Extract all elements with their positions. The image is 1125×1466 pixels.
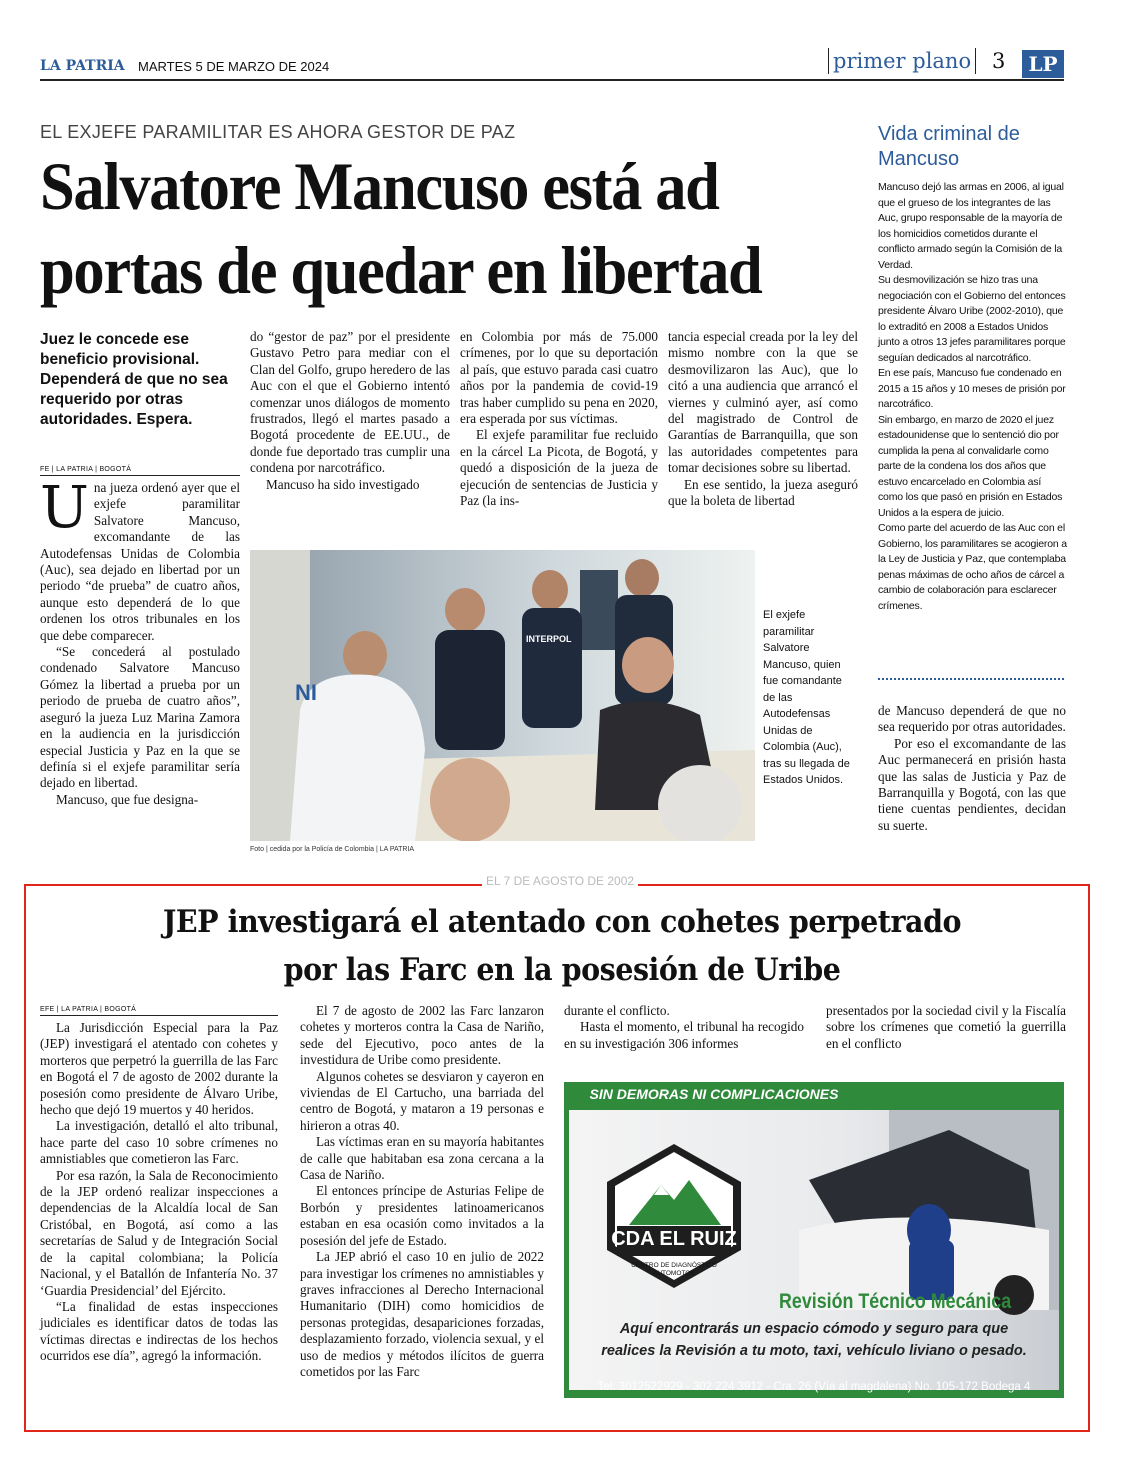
main-paragraph: de Mancuso dependerá de que no sea requerido por otras autoridades. <box>878 703 1066 735</box>
ad-logo-name: CDA EL RUIZ <box>611 1228 737 1250</box>
ad-content <box>569 1110 1059 1390</box>
newspaper-masthead: LA PATRIA <box>40 58 125 74</box>
main-paragraph: tancia especial creada por la ley del mismo nombre con la que se desmovilizaron las Auc), que lo citó a una audiencia que arrancó el viernes y culminó ayer, así como del magistrado de Control de Garantías de Barranquilla, que son las autoridades competentes para tomar decisiones sobre su libertad. <box>668 329 858 476</box>
second-column-2 <box>300 1003 544 1380</box>
second-paragraph: presentados por la sociedad civil y la Fiscalía sobre los crímenes que cometió la guerrilla en el conflicto <box>826 1003 1066 1051</box>
ad-tagline: SIN DEMORAS NI COMPLICACIONES <box>589 1086 839 1102</box>
second-paragraph: Hasta el momento, el tribunal ha recogido en su investigación 306 informes <box>564 1019 804 1051</box>
main-paragraph: en Colombia por más de 75.000 crímenes, por lo que su deportación al país, que estuvo parada casi cuatro años por la pandemia de covid-19 tras haber cumplido su pena en 2020, era esperada por sus víctimas. <box>460 329 658 427</box>
main-column-5 <box>878 703 1066 834</box>
main-paragraph: “Se concederá al postulado condenado Salvatore Mancuso Gómez la libertad a prueba por un periodo de prueba de cuatro años”, aseguró la jueza Luz Marina Zamora en la audiencia en la jurisdicción especial Justicia y Paz en la que se definía si el exjefe paramilitar sería dejado en libertad. <box>40 644 240 791</box>
main-byline: FE | LA PATRIA | BOGOTÁ <box>40 466 240 476</box>
second-paragraph: La Jurisdicción Especial para la Paz (JEP) investigará el atentado con cohetes y morteros que perpetró la guerrilla de las Farc en Bogotá el 7 de agosto de 2002 durante la posesión como presidente de Álvaro Uribe, hecho que dejó 19 muertos y 40 heridos. <box>40 1020 278 1118</box>
sidebar-divider <box>878 678 1064 680</box>
section-label: primer plano <box>828 48 976 74</box>
sidebar-title: Vida criminal de Mancuso <box>878 123 1020 170</box>
advertisement[interactable] <box>564 1082 1064 1398</box>
second-byline: EFE | LA PATRIA | BOGOTÁ <box>40 1006 278 1016</box>
second-kicker: EL 7 DE AGOSTO DE 2002 <box>482 874 638 888</box>
second-paragraph: La JEP abrió el caso 10 en julio de 2022 para investigar los crímenes no amnistiables y graves infracciones al Derecho Internacional Humanitario (DIH) como homicidios de personas protegidas, desapariciones forzadas, desplazamiento forzado, violencia sexual, y el uso de medios y métodos ilícitos de guerra cometidos por las Farc <box>300 1249 544 1379</box>
ad-contact[interactable]: Tel: 3012522929 - 302 224 3912 - Cra. 26 (Vía al magdalena) No. 105-172 Bodega 4 <box>597 1381 1031 1393</box>
main-paragraph: na jueza ordenó ayer que el exjefe paramilitar Salvatore Mancuso, excomandante de las Autodefensas Unidas de Colombia (Auc), sea dejado en libertad por un periodo “de prueba” de cuatro años, aunque esto dependerá de lo que ordenen los otros tribunales en los que debe comparecer. <box>40 480 240 643</box>
main-column-4 <box>668 329 858 509</box>
ad-message-line: realices la Revisión a tu moto, taxi, vehículo liviano o pesado. <box>601 1343 1027 1359</box>
second-paragraph: “La finalidad de estas inspecciones judiciales es identificar datos de todas las víctimas directas e indirectas de los hechos ocurridos ese día”, agregó la información. <box>40 1298 278 1364</box>
main-column-3 <box>460 329 658 509</box>
photo-credit: Foto | cedida por la Policía de Colombia | LA PATRIA <box>250 846 415 853</box>
main-paragraph: El exjefe paramilitar fue recluido en la cárcel La Picota, de Bogotá, y quedó a disposición de la jueza de ejecución de sentencias de Justicia y Paz (la ins- <box>460 427 658 509</box>
issue-date: MARTES 5 DE MARZO DE 2024 <box>138 59 330 74</box>
main-paragraph: Por eso el excomandante de las Auc permanecerá en prisión hasta que las salas de Justicia y Paz de Barranquilla y Bogotá, con las que tiene cuentas pendientes, decidan su suerte. <box>878 735 1066 833</box>
photo-illustration <box>250 550 755 841</box>
second-column-3 <box>564 1003 804 1052</box>
second-paragraph: El entonces príncipe de Asturias Felipe de Borbón y presidentes latinoamericanos estaban en esa ocasión como invitados a la posesión del jefe de Estado. <box>300 1183 544 1248</box>
main-paragraph: Mancuso ha sido investigado <box>266 476 420 492</box>
second-paragraph: El 7 de agosto de 2002 las Farc lanzaron cohetes y morteros contra la Casa de Nariño, sede del Ejecutivo, poco antes de la investidura de Uribe como presidente. <box>300 1003 544 1068</box>
ad-message <box>569 1318 1059 1362</box>
second-paragraph: Las víctimas eran en su mayoría habitantes de calle que habitaban esa zona cercana a la Casa de Nariño. <box>300 1134 544 1183</box>
second-paragraph: La investigación, detalló el alto tribunal, hace parte del caso 10 sobre crímenes no amnistiables que cometieron las Farc. <box>40 1118 278 1167</box>
header-rule <box>40 79 1064 81</box>
photo-caption: El exjefe paramilitar Salvatore Mancuso, quien fue comandante de las Autodefensas Unidas de Colombia (Auc), tras su llegada de Estados Unidos. <box>763 609 850 786</box>
second-column-1 <box>40 1006 278 1365</box>
main-paragraph: do “gestor de paz” por el presidente Gustavo Petro para mediar con el Clan del Golfo, grupo heredero de las Auc con el que el Gobierno intentó comenzar unos diálogos de momento frustrados, llegó el martes pasado a Bogotá procedente de EE.UU., de donde fue deportado tras cumplir una condena por narcotráfico. <box>250 329 450 476</box>
lp-logo: LP <box>1022 50 1064 78</box>
svg-text:NI: NI <box>295 680 317 705</box>
main-headline: Salvatore Mancuso está ad portas de quedar en libertad <box>40 148 762 308</box>
page-number: 3 <box>992 49 1006 73</box>
news-photo <box>250 550 755 841</box>
main-column-1 <box>40 466 240 808</box>
second-headline-line: JEP investigará el atentado con cohetes perpetrado <box>162 904 962 940</box>
second-paragraph: Algunos cohetes se desviaron y cayeron en viviendas de El Cartucho, una barriada del centro de Bogotá, y mataron a 19 personas e hirieron a otras 40. <box>300 1068 544 1133</box>
ad-logo <box>599 1140 749 1290</box>
main-paragraph: En ese sentido, la jueza aseguró que la boleta de libertad <box>668 476 858 509</box>
second-column-4 <box>826 1003 1066 1052</box>
main-column-2 <box>250 329 450 493</box>
main-deck: Juez le concede ese beneficio provisional. Dependerá de que no sea requerido por otras autoridades. Espera. <box>40 331 228 428</box>
main-kicker: EL EXJEFE PARAMILITAR ES AHORA GESTOR DE PAZ <box>40 122 516 142</box>
sidebar-body: Mancuso dejó las armas en 2006, al igual que el grueso de los integrantes de las Auc, grupo responsable de la mayoría de los homicidios cometidos durante el conflicto armado según la Comisión de la Verdad. Su desmovilización se hizo tras una negociación con el Gobierno del entonces presidente Álvaro Uribe (2002-2010), que lo extraditó en 2008 a Estados Unidos junto a otros 13 jefes paramilitares porque seguían dedicados al narcotráfico. En ese país, Mancuso fue condenado en 2015 a 15 años y 10 meses de prisión por narcotráfico. Sin embargo, en marzo de 2020 el juez estadounidense que lo sentenció dio por cumplida la pena al convalidarle como parte de la condena los dos años que estuvo encarcelado en Colombia así como los que pasó en prisión en Estados Unidos a la espera de juicio. Como parte del acuerdo de las Auc con el Gobierno, los paramilitares se acogieron a la Ley de Justicia y Paz, que contemplaba penas máximas de ocho años de cárcel a cambio de colaboración para esclarecer crímenes. <box>878 181 1067 612</box>
ad-message-line: Aquí encontrarás un espacio cómodo y seguro para que <box>619 1321 1009 1337</box>
second-paragraph: durante el conflicto. <box>564 1003 670 1018</box>
ad-service-name: Revisión Técnico Mecánica <box>779 1290 1012 1313</box>
vest-text: INTERPOL <box>526 634 572 644</box>
drop-cap: U <box>40 473 89 541</box>
second-headline-line: por las Farc en la posesión de Uribe <box>283 952 841 988</box>
second-paragraph: Por esa razón, la Sala de Reconocimiento de la JEP ordenó realizar inspecciones a dependencias de la Alcaldía local de San Cristóbal, en Bogotá, así como a las secretarías de Salud y de Integración Social de la capital colombiana; la Policía Nacional, y el Batallón de Infantería No. 37 ‘Guardia Presidencial’ del Ejército. <box>40 1167 278 1298</box>
second-headline <box>82 898 1042 994</box>
ad-logo-subtitle: CENTRO DE DIAGNÓSTICO AUTOMOTOR <box>631 1262 717 1277</box>
main-paragraph: Mancuso, que fue designa- <box>56 791 199 807</box>
